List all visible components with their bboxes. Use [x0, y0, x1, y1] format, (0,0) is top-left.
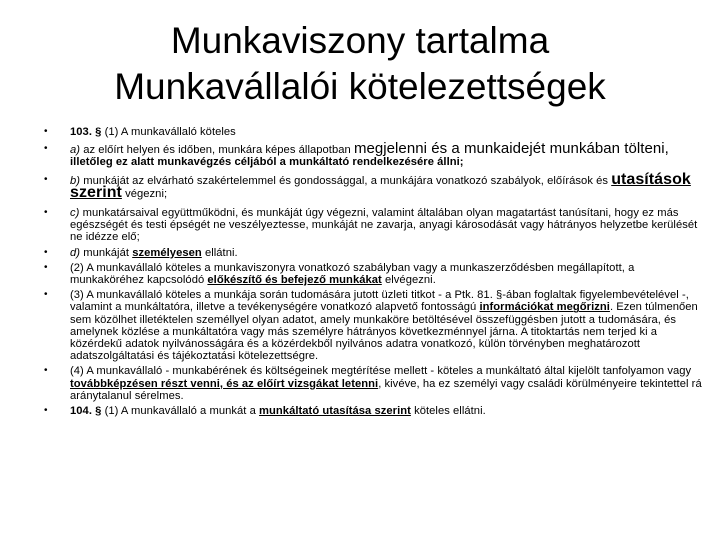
emphasis-text: előkészítő és befejező munkákat — [207, 274, 382, 287]
point-letter: c) — [70, 207, 80, 220]
emphasis-text: információkat megőrizni — [479, 301, 610, 314]
bullet-icon: • — [44, 405, 48, 417]
list-item — [44, 289, 708, 362]
list-item — [44, 262, 708, 286]
item-text: köteles ellátni. — [410, 405, 486, 418]
item-text: elvégezni. — [381, 274, 436, 287]
item-text-bold: illetőleg ez alatt munkavégzés céljából a munkáltató rendelkezésére állni; — [70, 156, 464, 169]
item-text: , kivéve, ha ez személyi vagy családi körülményeire tekintettel rá aránytalanul sérelmes. — [70, 377, 702, 402]
bullet-list — [44, 126, 708, 417]
slide-title — [40, 18, 680, 110]
emphasis-text: továbbképzésen részt venni, és az előírt vizsgákat letenni — [70, 377, 379, 390]
item-text: az előírt helyen és időben, munkára képes állapotban — [80, 144, 354, 157]
bullet-icon: • — [44, 207, 48, 219]
item-text: (4) A munkavállaló - munkabérének és költségeinek megtérítése mellett - köteles a munkáltató által kijelölt tanfolyamon vagy — [70, 365, 692, 378]
bullet-icon: • — [44, 173, 48, 185]
list-item — [44, 140, 708, 169]
item-text: (1) A munkavállaló a munkát a — [101, 405, 260, 418]
bullet-icon: • — [44, 126, 48, 137]
item-text: (3) A munkavállaló köteles a munkája során tudomására jutott üzleti titkot - a Ptk. 81. §-ában foglaltak figyelembevételével -, valamint a munkáltatóra, illetve a tevékenységére vonatkozó alapvető fontosságú — [70, 289, 689, 314]
bullet-icon: • — [44, 365, 48, 377]
list-item — [44, 207, 708, 244]
point-letter: b) — [70, 174, 81, 187]
item-text: (2) A munkavállaló köteles a munkaviszonyra vonatkozó szabályban vagy a munkaszerződésben megállapított, a munkaköréhez kapcsolódó — [70, 261, 635, 287]
list-item — [44, 126, 708, 138]
title-line-1: Munkaviszony tartalma — [170, 20, 550, 61]
list-item — [44, 365, 708, 402]
bullet-icon: • — [44, 261, 48, 273]
item-text: (1) A munkavállaló köteles — [101, 126, 236, 138]
item-text: munkatársaival együttműködni, és munkáját úgy végezni, valamint általában olyan magatartást tanúsítani, hogy ez más egészségét és testi épségét ne veszélyeztesse, munkáját ne zavarja, anyagi károsodását vagy hátrányos helyzetbe kerülését ne idézze elő; — [70, 207, 698, 244]
emphasis-text: utasítások szerint — [70, 170, 691, 201]
list-item — [44, 170, 708, 201]
point-letter: a) — [70, 144, 81, 157]
bullet-icon: • — [44, 143, 48, 155]
item-text: végezni; — [121, 187, 168, 200]
point-letter: d) — [70, 246, 81, 259]
emphasis-text: személyesen — [132, 246, 202, 259]
section-number: 104. § — [70, 405, 102, 418]
emphasis-text: munkáltató utasítása szerint — [259, 405, 411, 418]
bullet-icon: • — [44, 289, 48, 301]
item-text: . Ezen túlmenően sem közölhet illetéktelen személlyel olyan adatot, amely munkaköre betöltésével összefüggésben jutott a tudomására, és amelynek közlése a munkáltatóra vagy más személyre hátrányos következménnyel járna. A titoktartás nem terjed ki a közérdekű adatok nyilvánosságára és a közérdekből nyilvános adatra vonatkozó, külön törvényben meghatározott adatszolgáltatási és tájékoztatási kötelezettségre. — [70, 301, 698, 363]
item-text: ellátni. — [201, 246, 238, 259]
bullet-icon: • — [44, 246, 48, 258]
emphasis-text: megjelenni és a munkaidejét munkában tölteni, — [353, 140, 669, 158]
list-item — [44, 247, 708, 259]
section-number: 103. § — [70, 126, 102, 138]
list-item — [44, 405, 708, 417]
item-text: munkáját az elvárható szakértelemmel és gondossággal, a munkájára vonatkozó szabályok, előírások és — [80, 174, 612, 187]
item-text: munkáját — [80, 246, 133, 259]
title-line-2: Munkavállalói kötelezettségek — [114, 66, 606, 107]
